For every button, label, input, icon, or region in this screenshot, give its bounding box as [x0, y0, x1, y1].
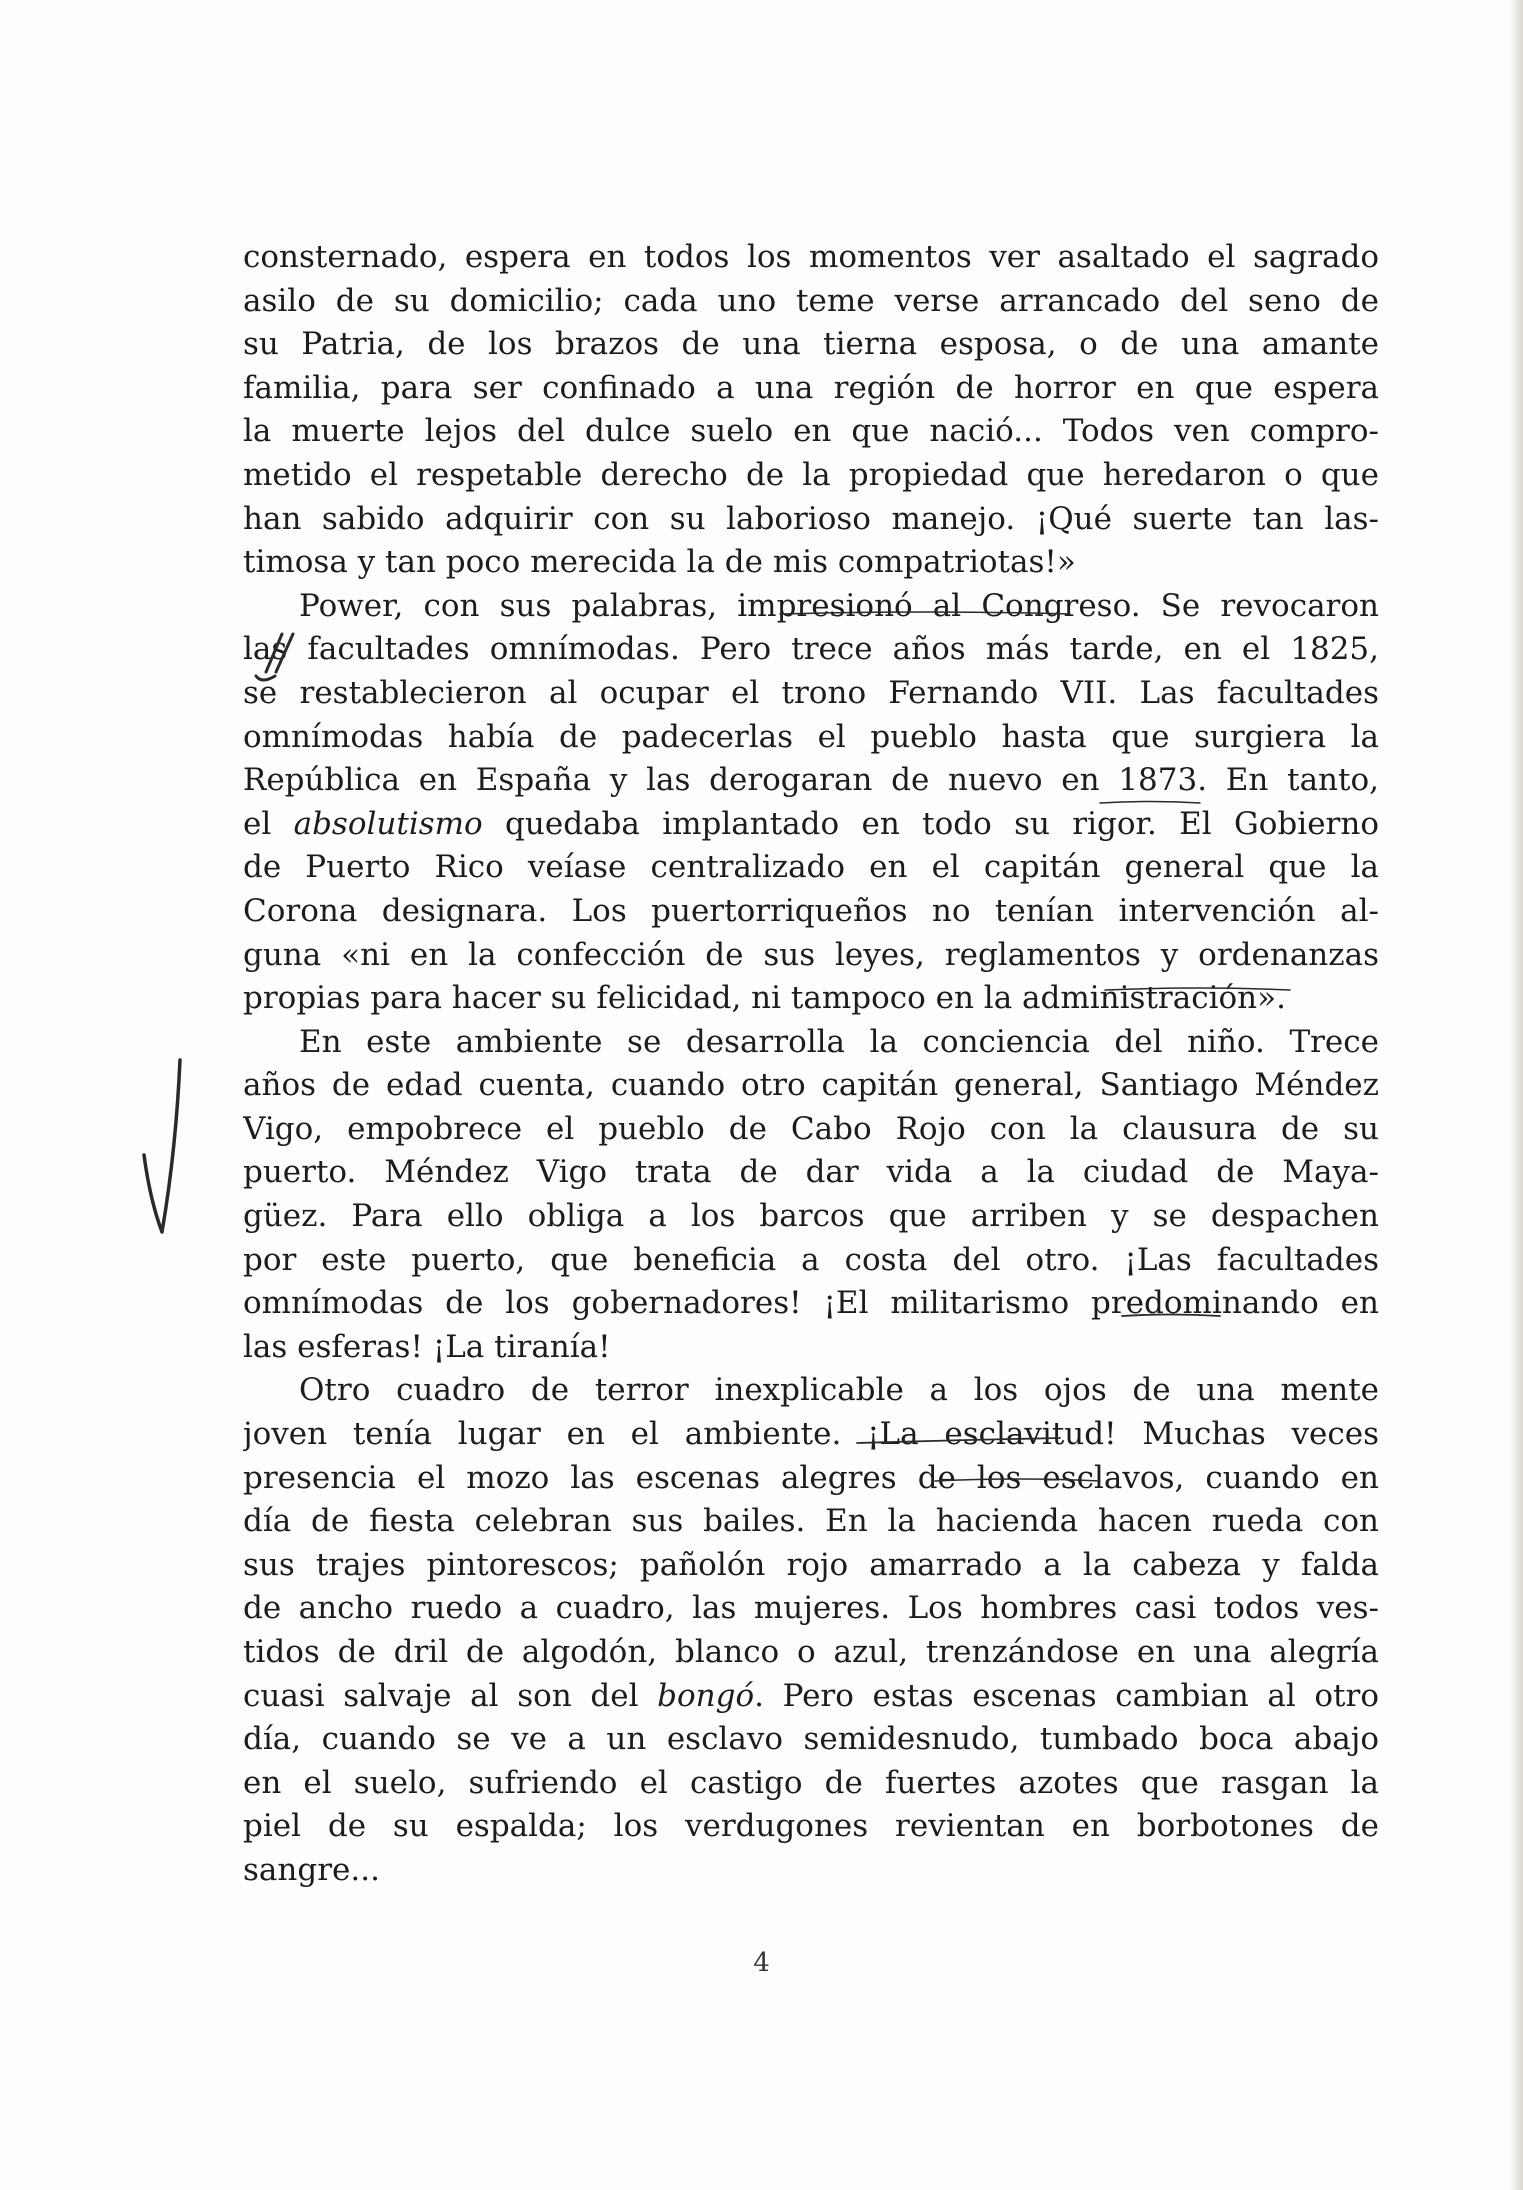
text-line: consternado, espera en todos los momentos ver asaltado el sagrado: [243, 239, 1379, 275]
italic-term-absolutismo: absolutismo: [293, 805, 483, 842]
text-run: . Pero estas escenas cambian al otro: [754, 1677, 1379, 1714]
text-line: omnímodas había de padecerlas el pueblo hasta que surgiera la: [243, 718, 1379, 755]
text-line-italic: [243, 1675, 1379, 1719]
text-line: tidos de dril de algodón, blanco o azul, trenzándose en una alegría: [243, 1634, 1379, 1670]
page-number: 4: [753, 1948, 770, 1978]
paragraph-start-line: Otro cuadro de terror inexplicable a los ojos de una mente: [299, 1372, 1379, 1409]
text-line: asilo de su domicilio; cada uno teme verse arrancado del seno de: [243, 282, 1379, 319]
text-line: Corona designara. Los puertorriqueños no tenían intervención al-: [243, 892, 1379, 929]
text-line: de Puerto Rico veíase centralizado en el capitán general que la: [243, 849, 1379, 886]
text-line: Vigo, empobrece el pueblo de Cabo Rojo con la clausura de su: [243, 1110, 1379, 1147]
text-line: día, cuando se ve a un esclavo semidesnudo, tumbado boca abajo: [243, 1721, 1379, 1758]
text-line: por este puerto, que beneficia a costa del otro. ¡Las facultades: [243, 1241, 1379, 1278]
text-line-italic: [243, 803, 1379, 847]
text-line: sangre...: [243, 1851, 380, 1888]
text-line: las esferas! ¡La tiranía!: [243, 1328, 611, 1365]
text-line: presencia el mozo las escenas alegres de los esclavos, cuando en: [243, 1459, 1379, 1496]
text-run: el: [243, 805, 294, 842]
text-line: han sabido adquirir con su laborioso manejo. ¡Qué suerte tan las-: [243, 500, 1379, 537]
text-line: güez. Para ello obliga a los barcos que arriben y se despachen: [243, 1198, 1379, 1235]
text-line: puerto. Méndez Vigo trata de dar vida a la ciudad de Maya-: [243, 1154, 1379, 1191]
paragraph-start-line: Power, con sus palabras, impresionó al Congreso. Se revocaron: [299, 587, 1379, 624]
text-line: día de fiesta celebran sus bailes. En la hacienda hacen rueda con: [243, 1503, 1379, 1540]
text-line: familia, para ser confinado a una región de horror en que espera: [243, 369, 1379, 406]
text-line: sus trajes pintorescos; pañolón rojo amarrado a la cabeza y falda: [243, 1546, 1379, 1583]
checkmark-annotation: [144, 1060, 180, 1232]
text-line: se restablecieron al ocupar el trono Fernando VII. Las facultades: [243, 674, 1379, 711]
text-line: timosa y tan poco merecida la de mis compatriotas!»: [243, 544, 1076, 581]
text-line: República en España y las derogaran de nuevo en 1873. En tanto,: [243, 762, 1379, 799]
text-line: su Patria, de los brazos de una tierna esposa, o de una amante: [243, 326, 1379, 363]
italic-term-bongo: bongó: [657, 1677, 755, 1714]
text-line: de ancho ruedo a cuadro, las mujeres. Los hombres casi todos ves-: [243, 1590, 1379, 1627]
text-run: cuasi salvaje al son del: [243, 1677, 658, 1714]
body-text: [243, 236, 1379, 1893]
text-line: metido el respetable derecho de la propiedad que heredaron o que: [243, 456, 1379, 493]
text-line: la muerte lejos del dulce suelo en que nació... Todos ven compro-: [243, 413, 1379, 450]
text-line: en el suelo, sufriendo el castigo de fuertes azotes que rasgan la: [243, 1764, 1379, 1801]
text-line: omnímodas de los gobernadores! ¡El militarismo predominando en: [243, 1285, 1379, 1322]
text-line: piel de su espalda; los verdugones revientan en borbotones de: [243, 1808, 1379, 1845]
text-line: años de edad cuenta, cuando otro capitán general, Santiago Méndez: [243, 1067, 1379, 1104]
text-run: quedaba implantado en todo su rigor. El Gobierno: [482, 805, 1379, 842]
text-line: las facultades omnímodas. Pero trece años más tarde, en el 1825,: [243, 631, 1379, 668]
text-line: guna «ni en la confección de sus leyes, reglamentos y ordenanzas: [243, 936, 1379, 973]
text-line: joven tenía lugar en el ambiente. ¡La esclavitud! Muchas veces: [243, 1416, 1379, 1453]
paragraph-start-line: En este ambiente se desarrolla la conciencia del niño. Trece: [299, 1023, 1379, 1060]
text-line: propias para hacer su felicidad, ni tampoco en la administración».: [243, 980, 1286, 1017]
page-edge-shadow: [1509, 0, 1523, 2190]
